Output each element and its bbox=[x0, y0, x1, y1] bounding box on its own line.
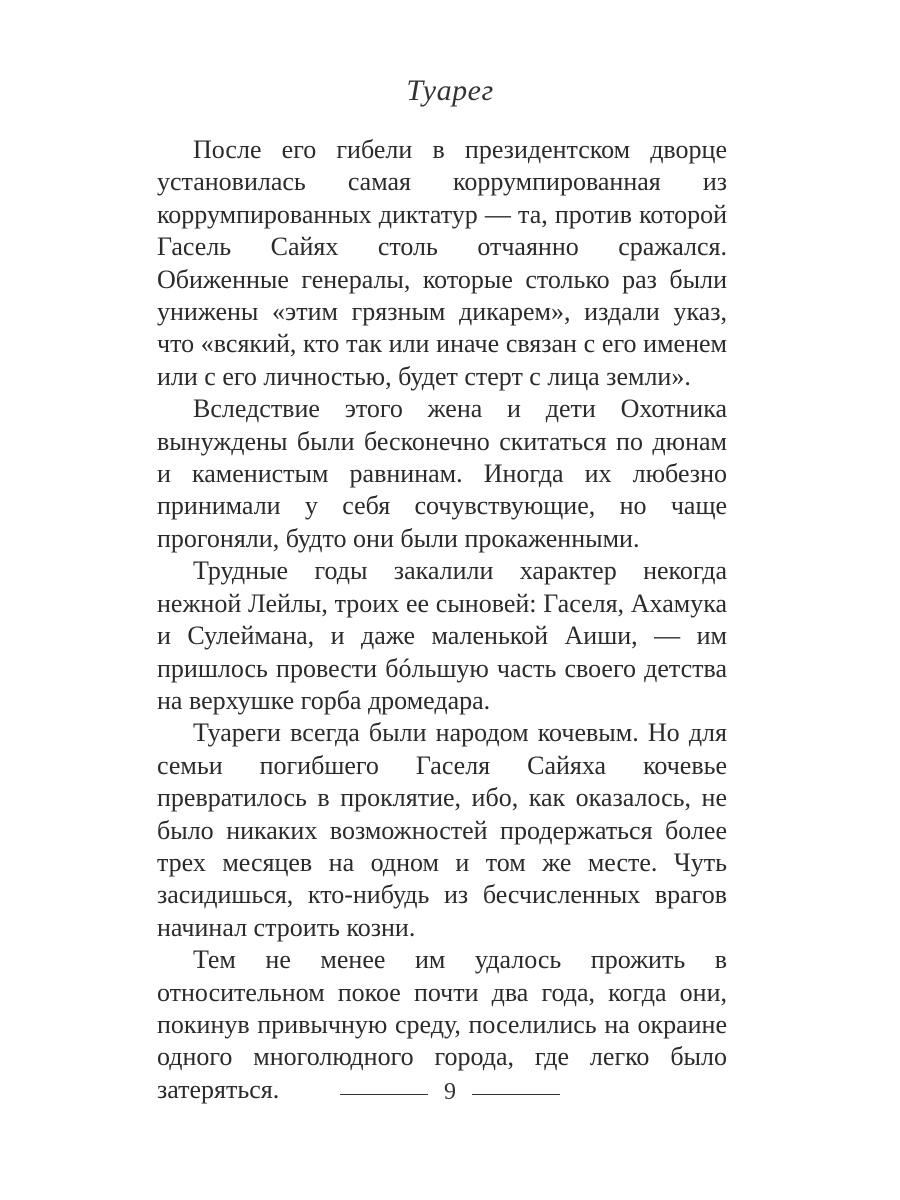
body-text bbox=[157, 134, 727, 1106]
paragraph: Туареги всегда были народом кочевым. Но для семьи погибшего Гаселя Сайяха кочевье превратилось в проклятие, ибо, как оказалось, не было никаких возможностей продержаться более трех месяцев на одном и том же месте. Чуть засидишься, кто-нибудь из бесчисленных врагов начинал строить козни. bbox=[157, 718, 727, 942]
folio-rule-right bbox=[472, 1094, 560, 1095]
page-number: 9 bbox=[444, 1079, 456, 1105]
page-footer bbox=[0, 1079, 900, 1106]
paragraph: Вследствие этого жена и дети Охотника вынуждены были бесконечно скитаться по дюнам и каменистым равнинам. Иногда их любезно принимали у себя сочувствующие, но чаще прогоняли, будто они были прокаженными. bbox=[157, 394, 727, 553]
paragraph: После его гибели в президентском дворце установилась самая коррумпированная из коррумпированных диктатур — та, против которой Гасель Сайях столь отчаянно сражался. Обиженные генералы, которые столько раз были унижены «этим грязным дикарем», издали указ, что «всякий, кто так или иначе связан с его именем или с его личностью, будет стерт с лица земли». bbox=[157, 135, 727, 391]
running-head: Туарег bbox=[406, 74, 494, 107]
folio-rule-left bbox=[340, 1094, 428, 1095]
paragraph: Трудные годы закалили характер некогда нежной Лейлы, троих ее сыновей: Гаселя, Ахамука и Сулеймана, и даже маленькой Аиши, — им пришлось провести бóльшую часть своего детства на верхушке горба дромедара. bbox=[157, 556, 727, 715]
paragraph: Тем не менее им удалось прожить в относительном покое почти два года, когда они, покинув привычную среду, поселились на окраине одного многолюдного города, где легко было затеряться. bbox=[157, 945, 727, 1104]
